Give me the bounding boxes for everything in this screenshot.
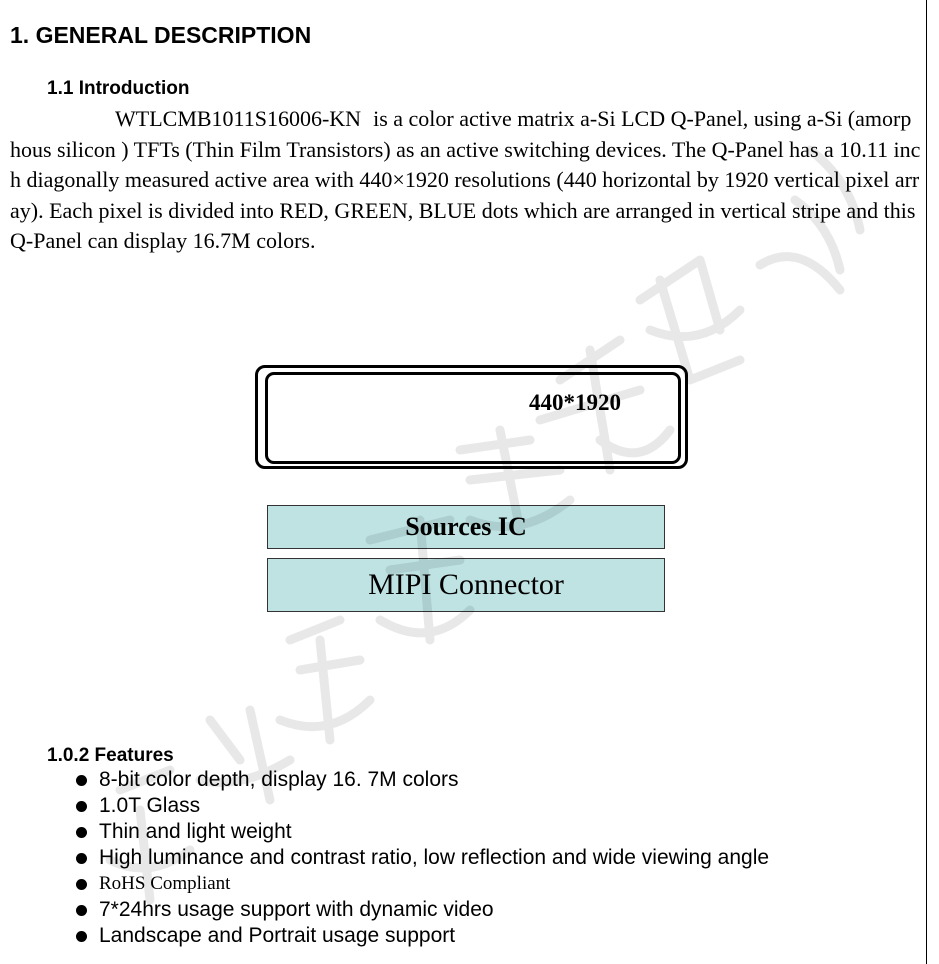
panel-display bbox=[265, 372, 681, 464]
feature-item: RoHS Compliant bbox=[76, 871, 769, 897]
section-title: 1. GENERAL DESCRIPTION bbox=[10, 22, 312, 48]
mipi-connector-box bbox=[267, 558, 665, 612]
bullet-icon bbox=[76, 879, 87, 890]
model-number: WTLCMB1011S16006-KN bbox=[115, 106, 362, 131]
bullet-icon bbox=[76, 905, 87, 916]
feature-item: Thin and light weight bbox=[76, 819, 769, 845]
feature-item: 1.0T Glass bbox=[76, 793, 769, 819]
feature-item: 7*24hrs usage support with dynamic video bbox=[76, 897, 769, 923]
intro-heading: 1.1 Introduction bbox=[47, 78, 190, 99]
feature-item: High luminance and contrast ratio, low reflection and wide viewing angle bbox=[76, 845, 769, 871]
page-border bbox=[926, 0, 927, 964]
bullet-icon bbox=[76, 931, 87, 942]
bullet-icon bbox=[76, 853, 87, 864]
bullet-icon bbox=[76, 801, 87, 812]
intro-text: is a color active matrix a-Si LCD Q-Panel, using a-Si (amorphous silicon ) TFTs (Thin Film Transistors) as an active switching devices. The Q-Panel has a 10.11 inch diagonally measured active area with 440×1920 resolutions (440 horizontal by 1920 vertical pixel array). Each pixel is divided into RED, GREEN, BLUE dots which are arranged in vertical stripe and this Q-Panel can display 16.7M colors. bbox=[10, 106, 921, 253]
intro-paragraph bbox=[10, 104, 922, 257]
bullet-icon bbox=[76, 827, 87, 838]
sources-ic-box bbox=[267, 505, 665, 549]
feature-item: Landscape and Portrait usage support bbox=[76, 923, 769, 949]
mipi-connector-label: MIPI Connector bbox=[368, 568, 564, 601]
features-list bbox=[76, 767, 769, 949]
feature-item: 8-bit color depth, display 16. 7M colors bbox=[76, 767, 769, 793]
features-heading: 1.0.2 Features bbox=[47, 745, 174, 766]
panel-resolution-label: 440*1920 bbox=[529, 390, 621, 415]
sources-ic-label: Sources IC bbox=[405, 512, 527, 541]
bullet-icon bbox=[76, 775, 87, 786]
